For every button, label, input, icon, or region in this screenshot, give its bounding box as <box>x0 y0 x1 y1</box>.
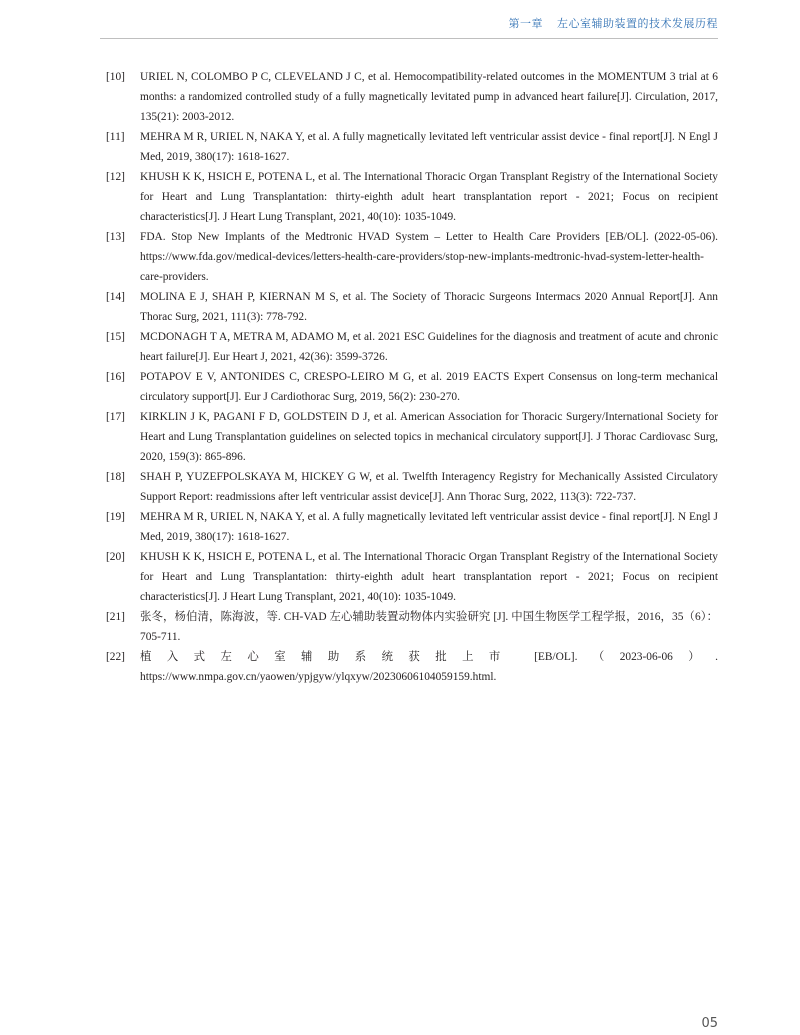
reference-number: [22] <box>106 651 125 663</box>
reference-number: [18] <box>106 471 125 483</box>
reference-number: [17] <box>106 411 125 423</box>
reference-item <box>106 407 718 467</box>
reference-item <box>106 647 718 687</box>
reference-item <box>106 607 718 647</box>
reference-text: SHAH P, YUZEFPOLSKAYA M, HICKEY G W, et al. Twelfth Interagency Registry for Mechanically Assisted Circulatory Support Report: readmissions after left ventricular assist device[J]. Ann Thorac Surg, 2022, 113(3): 722-737. <box>140 471 718 503</box>
reference-text: MEHRA M R, URIEL N, NAKA Y, et al. A fully magnetically levitated left ventricular assist device - final report[J]. N Engl J Med, 2019, 380(17): 1618-1627. <box>140 511 718 543</box>
reference-number: [20] <box>106 551 125 563</box>
reference-text: KIRKLIN J K, PAGANI F D, GOLDSTEIN D J, et al. American Association for Thoracic Surgery/International Society for Heart and Lung Transplantation guidelines on selected topics in mechanical circulatory support[J]. J Thorac Cardiovasc Surg, 2020, 159(3): 865-896. <box>140 411 718 463</box>
reference-text: FDA. Stop New Implants of the Medtronic HVAD System – Letter to Health Care Providers [EB/OL]. (2022-05-06). https://www.fda.gov/medical-devices/letters-health-care-providers/stop-new-implants-medtronic-hvad-system-letter-health-care-providers. <box>140 231 718 283</box>
reference-number: [11] <box>106 131 125 143</box>
reference-item <box>106 227 718 287</box>
reference-item <box>106 467 718 507</box>
reference-number: [16] <box>106 371 125 383</box>
reference-number: [10] <box>106 71 125 83</box>
chapter-title: 左心室辅助装置的技术发展历程 <box>557 17 718 30</box>
reference-list <box>106 67 718 687</box>
reference-number: [12] <box>106 171 125 183</box>
reference-text: 张冬，杨伯清，陈海波，等. CH-VAD 左心辅助装置动物体内实验研究 [J]. 中国生物医学工程学报，2016，35（6）：705-711. <box>140 611 718 643</box>
reference-text: MOLINA E J, SHAH P, KIERNAN M S, et al. The Society of Thoracic Surgeons Intermacs 2020 Annual Report[J]. Ann Thorac Surg, 2021, 111(3): 778-792. <box>140 291 718 323</box>
reference-item <box>106 127 718 167</box>
reference-number: [14] <box>106 291 125 303</box>
reference-item <box>106 167 718 227</box>
reference-item <box>106 367 718 407</box>
reference-number: [19] <box>106 511 125 523</box>
reference-text: KHUSH K K, HSICH E, POTENA L, et al. The International Thoracic Organ Transplant Registry of the International Society for Heart and Lung Transplantation: thirty-eighth adult heart transplantation report - 2021; Focus on recipient characteristics[J]. J Heart Lung Transplant, 2021, 40(10): 1035-1049. <box>140 551 718 603</box>
reference-item <box>106 287 718 327</box>
reference-number: [15] <box>106 331 125 343</box>
reference-item <box>106 327 718 367</box>
chapter-label: 第一章 <box>508 17 543 30</box>
reference-text: 植入式左心室辅助系统获批上市 [EB/OL].（2023-06-06）. https://www.nmpa.gov.cn/yaowen/ypjgyw/ylqxyw/20230606104059159.html. <box>140 651 718 683</box>
reference-item <box>106 67 718 127</box>
reference-text: KHUSH K K, HSICH E, POTENA L, et al. The International Thoracic Organ Transplant Registry of the International Society for Heart and Lung Transplantation: thirty-eighth adult heart transplantation report - 2021; Focus on recipient characteristics[J]. J Heart Lung Transplant, 2021, 40(10): 1035-1049. <box>140 171 718 223</box>
reference-number: [13] <box>106 231 125 243</box>
reference-item <box>106 547 718 607</box>
running-header <box>509 15 719 31</box>
reference-text: URIEL N, COLOMBO P C, CLEVELAND J C, et al. Hemocompatibility-related outcomes in the MOMENTUM 3 trial at 6 months: a randomized controlled study of a fully magnetically levitated pump in advanced heart failure[J]. Circulation, 2017, 135(21): 2003-2012. <box>140 71 718 123</box>
page-number: 05 <box>701 1016 718 1031</box>
reference-number: [21] <box>106 611 125 623</box>
reference-text: MCDONAGH T A, METRA M, ADAMO M, et al. 2021 ESC Guidelines for the diagnosis and treatment of acute and chronic heart failure[J]. Eur Heart J, 2021, 42(36): 3599-3726. <box>140 331 718 363</box>
reference-item <box>106 507 718 547</box>
reference-text: MEHRA M R, URIEL N, NAKA Y, et al. A fully magnetically levitated left ventricular assist device - final report[J]. N Engl J Med, 2019, 380(17): 1618-1627. <box>140 131 718 163</box>
header-divider <box>100 38 718 39</box>
reference-text: POTAPOV E V, ANTONIDES C, CRESPO-LEIRO M G, et al. 2019 EACTS Expert Consensus on long-term mechanical circulatory support[J]. Eur J Cardiothorac Surg, 2019, 56(2): 230-270. <box>140 371 718 403</box>
